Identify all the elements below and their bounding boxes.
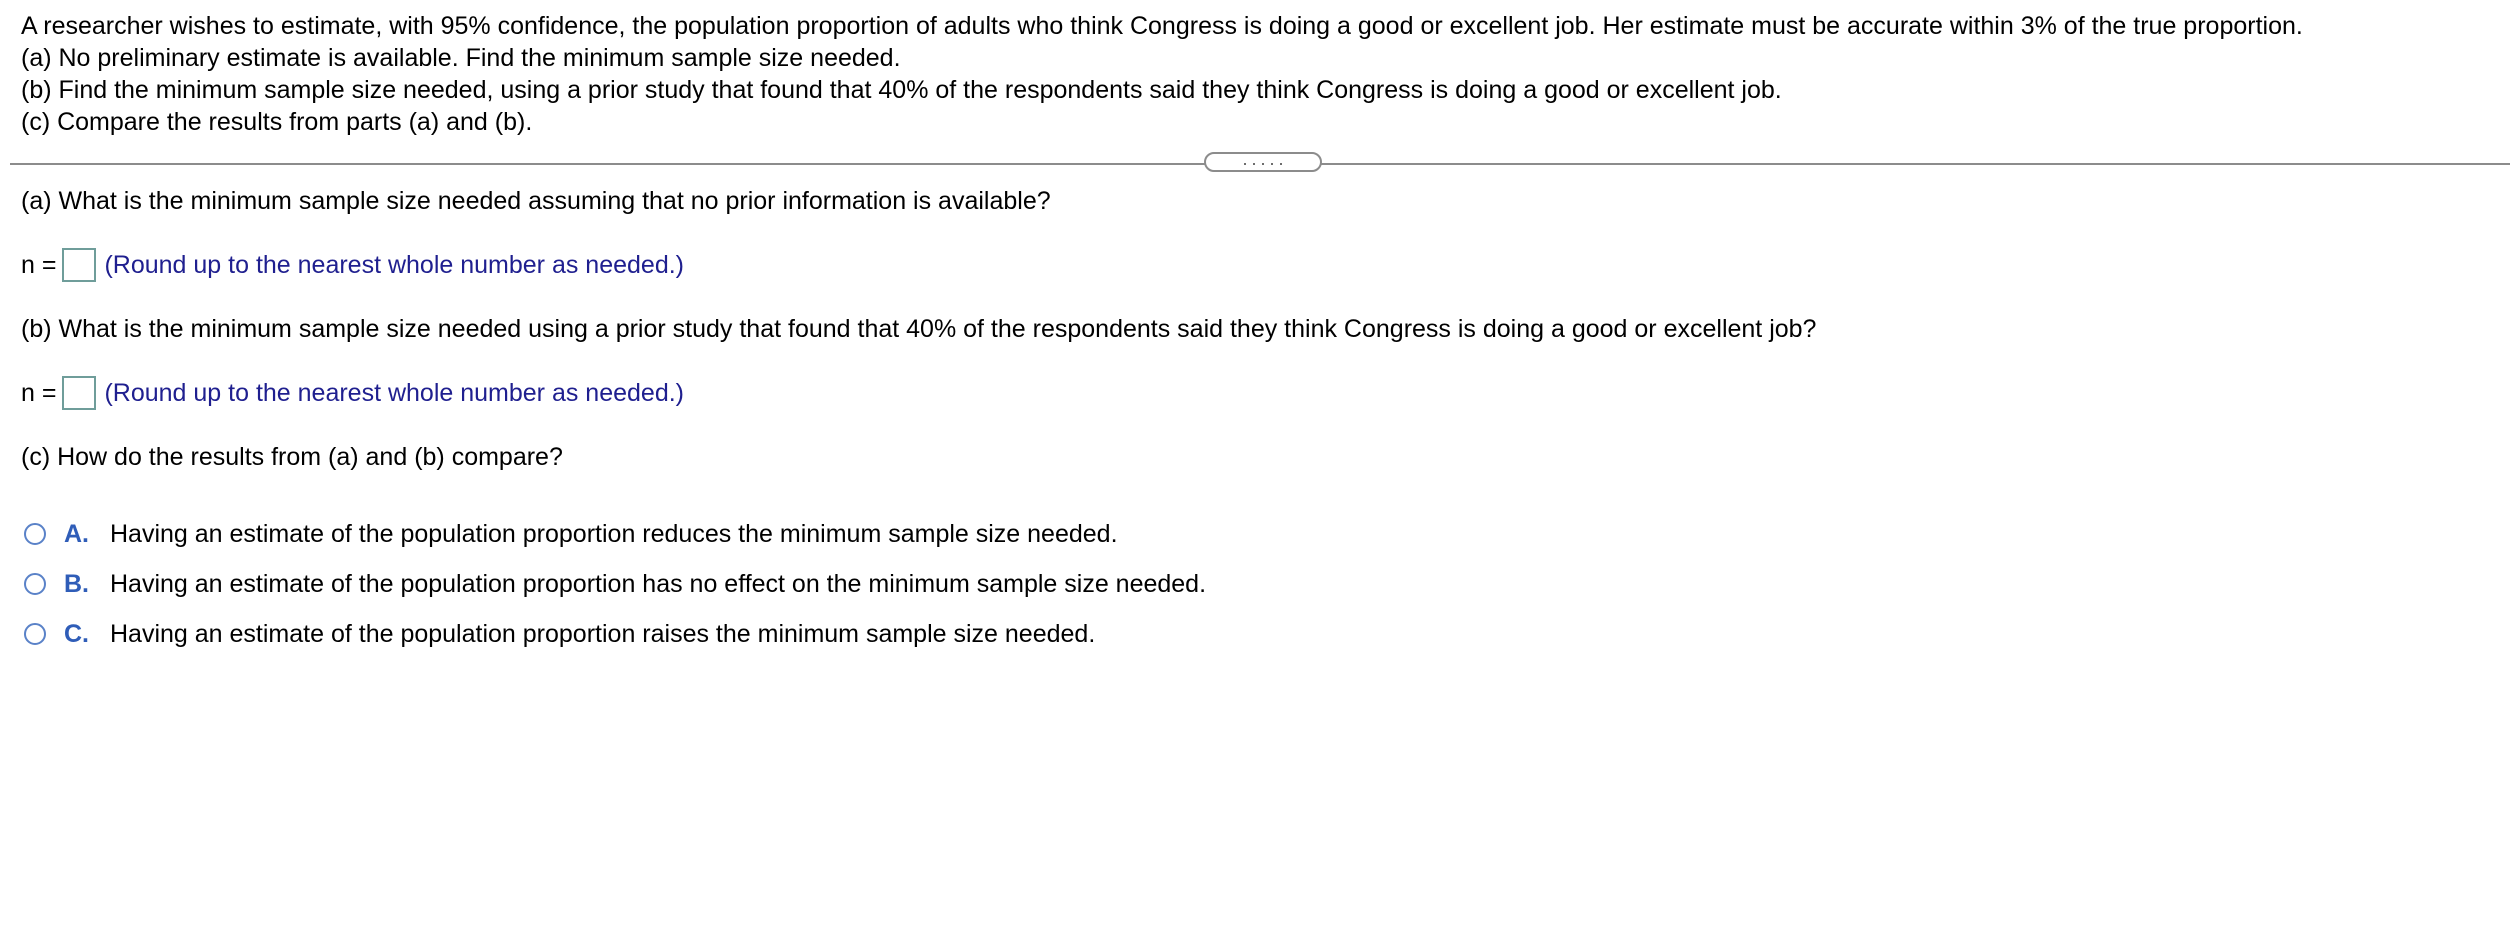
part-a-question: (a) What is the minimum sample size needed assuming that no prior information is available? — [21, 187, 1051, 215]
part-a-answer-input[interactable] — [62, 248, 96, 282]
problem-intro: A researcher wishes to estimate, with 95% confidence, the population proportion of adults who think Congress is doing a good or excellent job. Her estimate must be accurate within 3% of the true proportion. — [21, 12, 2303, 40]
choice-b-letter: B. — [64, 569, 89, 598]
part-a-hint: (Round up to the nearest whole number as needed.) — [104, 250, 684, 279]
part-b-answer-row — [21, 373, 684, 413]
part-a-answer-row — [21, 245, 684, 285]
part-c-question: (c) How do the results from (a) and (b) compare? — [21, 443, 563, 471]
problem-part-c: (c) Compare the results from parts (a) and (b). — [21, 108, 533, 136]
part-a-n-label: n = — [21, 250, 57, 279]
ellipsis-icon: ..... — [1242, 149, 1288, 169]
problem-statement — [21, 10, 2491, 138]
choice-a[interactable] — [24, 514, 1118, 554]
part-b-question: (b) What is the minimum sample size needed using a prior study that found that 40% of the respondents said they think Congress is doing a good or excellent job? — [21, 315, 1817, 343]
radio-button-icon[interactable] — [24, 623, 46, 645]
part-b-hint: (Round up to the nearest whole number as needed.) — [104, 378, 684, 407]
problem-part-a: (a) No preliminary estimate is available. Find the minimum sample size needed. — [21, 44, 901, 72]
choice-c[interactable] — [24, 614, 1095, 654]
choice-c-text: Having an estimate of the population proportion raises the minimum sample size needed. — [110, 619, 1096, 648]
expand-collapse-button[interactable] — [1204, 149, 1322, 172]
choice-a-letter: A. — [64, 519, 89, 548]
radio-button-icon[interactable] — [24, 523, 46, 545]
choice-a-text: Having an estimate of the population proportion reduces the minimum sample size needed. — [110, 519, 1118, 548]
choice-b[interactable] — [24, 564, 1206, 604]
choice-b-text: Having an estimate of the population proportion has no effect on the minimum sample size needed. — [110, 569, 1207, 598]
radio-button-icon[interactable] — [24, 573, 46, 595]
section-divider — [10, 151, 2510, 175]
part-b-n-label: n = — [21, 378, 57, 407]
problem-part-b: (b) Find the minimum sample size needed, using a prior study that found that 40% of the respondents said they think Congress is doing a good or excellent job. — [21, 76, 1782, 104]
part-b-answer-input[interactable] — [62, 376, 96, 410]
choice-c-letter: C. — [64, 619, 89, 648]
